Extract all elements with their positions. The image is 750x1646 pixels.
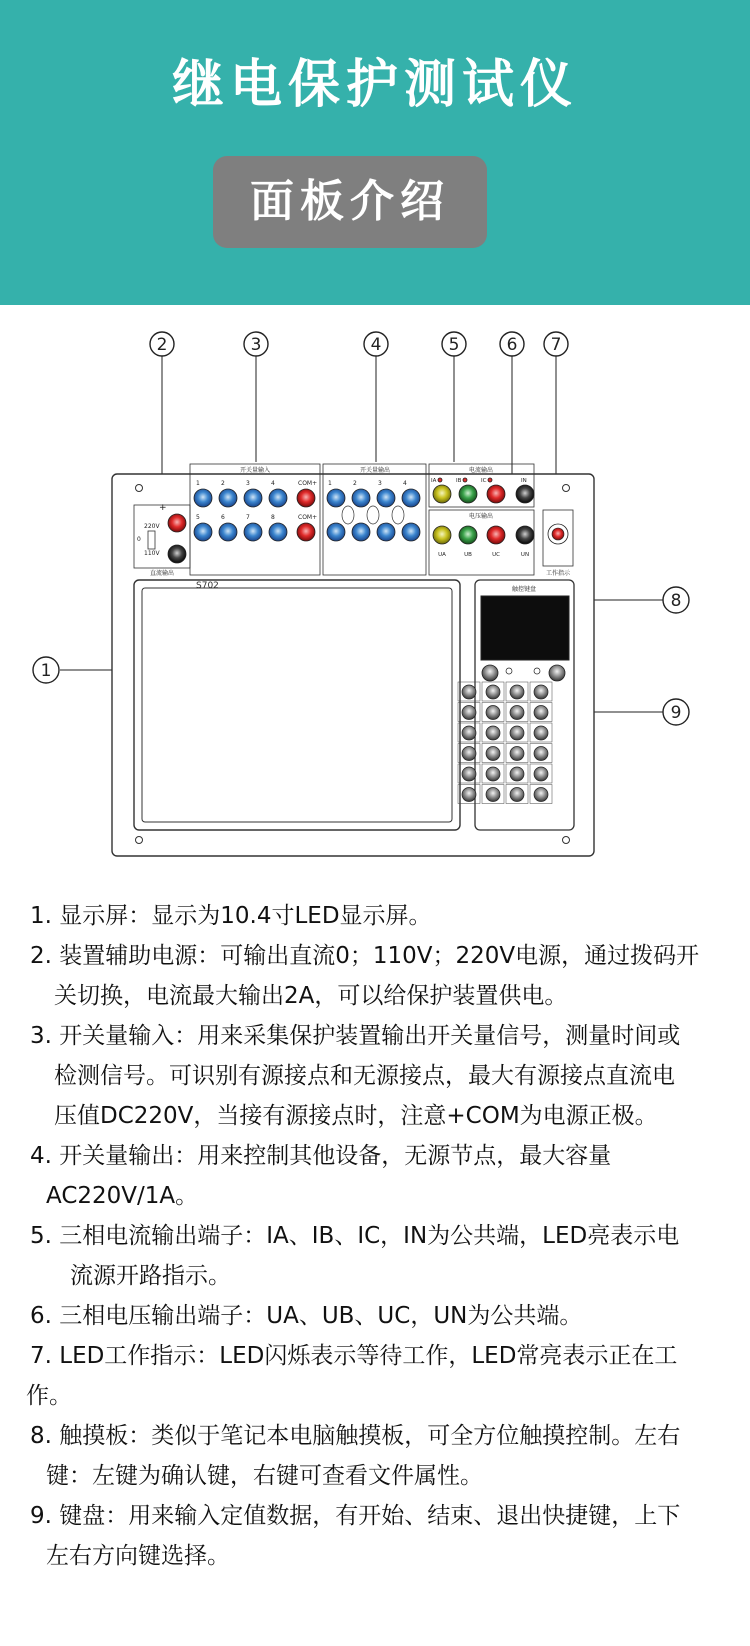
svg-text:IN: IN <box>521 478 527 484</box>
svg-text:UB: UB <box>464 552 472 558</box>
callout-9: 9 <box>670 703 682 723</box>
section-badge: 面板介绍 <box>213 156 487 248</box>
keypad-key <box>462 788 476 802</box>
label-plus: + <box>159 503 167 513</box>
keypad-key <box>486 788 500 802</box>
label-binary-output: 开关量输出 <box>359 467 391 474</box>
callout-4: 4 <box>370 335 382 355</box>
label-current-output: 电流输出 <box>468 467 494 474</box>
label-work-indicator: 工作指示 <box>545 570 571 577</box>
svg-text:UN: UN <box>520 552 530 558</box>
callout-3: 3 <box>250 335 262 355</box>
callout-5: 5 <box>448 335 460 355</box>
keypad-key <box>534 726 548 740</box>
desc-item-3: 3. 开关量输入：用来采集保护装置输出开关量信号，测量时间或 检测信号。可识别有源接点和无源接点，最大有源接点直流电 压值DC220V，当接有源接点时，注意+COM为电源正极。 <box>30 1023 681 1129</box>
dc-minus-terminal <box>168 545 186 563</box>
svg-text:3: 3 <box>378 480 382 487</box>
desc-item-1: 1. 显示屏：显示为10.4寸LED显示屏。 <box>30 903 432 929</box>
touchpad-left-key <box>482 665 498 681</box>
keypad-key <box>510 767 524 781</box>
label-touchpad: 触控键盘 <box>511 586 537 593</box>
label-dc-output: 直流输出 <box>149 570 175 577</box>
keypad-key <box>534 747 548 761</box>
keypad-key <box>486 767 500 781</box>
keypad-key <box>510 726 524 740</box>
keypad-key <box>462 726 476 740</box>
callout-1: 1 <box>40 661 52 681</box>
label-binary-input: 开关量输入 <box>239 467 271 474</box>
keypad-key <box>534 788 548 802</box>
svg-text:8: 8 <box>271 514 275 521</box>
svg-text:1: 1 <box>196 480 200 487</box>
callout-8: 8 <box>670 591 682 611</box>
keypad-key <box>534 767 548 781</box>
keypad-key <box>486 747 500 761</box>
page-title: 继电保护测试仪 <box>171 54 578 115</box>
desc-item-5: 5. 三相电流输出端子：IA、IB、IC，IN为公共端，LED亮表示电 流源开路指示。 <box>30 1223 680 1289</box>
display-screen <box>134 580 460 830</box>
svg-text:2: 2 <box>353 480 357 487</box>
svg-text:1: 1 <box>328 480 332 487</box>
desc-item-6: 6. 三相电压输出端子：UA、UB、UC，UN为公共端。 <box>30 1303 583 1329</box>
label-220v: 220V <box>144 523 160 530</box>
desc-item-7: 7. LED工作指示：LED闪烁表示等待工作，LED常亮表示正在工 作。 <box>26 1343 678 1409</box>
desc-item-9: 9. 键盘：用来输入定值数据，有开始、结束、退出快捷键，上下 左右方向键选择。 <box>30 1503 681 1569</box>
svg-text:UC: UC <box>492 552 500 558</box>
svg-text:IC: IC <box>481 478 487 484</box>
keypad-key <box>510 788 524 802</box>
keypad-key <box>462 767 476 781</box>
label-0v: 0 <box>137 536 141 543</box>
model-label: S702 <box>196 581 219 591</box>
svg-text:4: 4 <box>403 480 407 487</box>
svg-text:COM+: COM+ <box>298 480 318 487</box>
keypad-key <box>462 706 476 720</box>
keypad-key <box>462 685 476 699</box>
desc-item-2: 2. 装置辅助电源：可输出直流0；110V；220V电源，通过拨码开 关切换，电流最大输出2A，可以给保护装置供电。 <box>30 943 700 1009</box>
keypad-key <box>462 747 476 761</box>
desc-item-4: 4. 开关量输出：用来控制其他设备，无源节点，最大容量 AC220V/1A。 <box>30 1143 612 1209</box>
svg-text:3: 3 <box>246 480 250 487</box>
svg-text:COM+: COM+ <box>298 514 318 521</box>
svg-text:2: 2 <box>221 480 225 487</box>
dc-plus-terminal <box>168 514 186 532</box>
desc-item-8: 8. 触摸板：类似于笔记本电脑触摸板，可全方位触摸控制。左右 键：左键为确认键，右键可查看文件属性。 <box>30 1423 681 1489</box>
label-voltage-output: 电压输出 <box>468 513 494 520</box>
svg-text:5: 5 <box>196 514 200 521</box>
callout-7: 7 <box>550 335 562 355</box>
keypad-key <box>486 706 500 720</box>
svg-text:IA: IA <box>431 478 437 484</box>
keypad-key <box>534 685 548 699</box>
svg-text:UA: UA <box>438 552 446 558</box>
keypad-key <box>510 747 524 761</box>
touchpad-right-key <box>549 665 565 681</box>
svg-text:7: 7 <box>246 514 250 521</box>
touchpad <box>481 596 569 660</box>
svg-text:4: 4 <box>271 480 275 487</box>
callout-2: 2 <box>156 335 168 355</box>
keypad-key <box>486 726 500 740</box>
keypad-key <box>486 685 500 699</box>
header-banner <box>0 0 750 305</box>
keypad-key <box>510 706 524 720</box>
work-indicator-led <box>552 528 564 540</box>
svg-text:6: 6 <box>221 514 225 521</box>
callout-6: 6 <box>506 335 518 355</box>
svg-text:IB: IB <box>456 478 462 484</box>
keypad-key <box>510 685 524 699</box>
label-110v: 110V <box>144 550 160 557</box>
panel-diagram <box>0 330 750 890</box>
keypad-key <box>534 706 548 720</box>
